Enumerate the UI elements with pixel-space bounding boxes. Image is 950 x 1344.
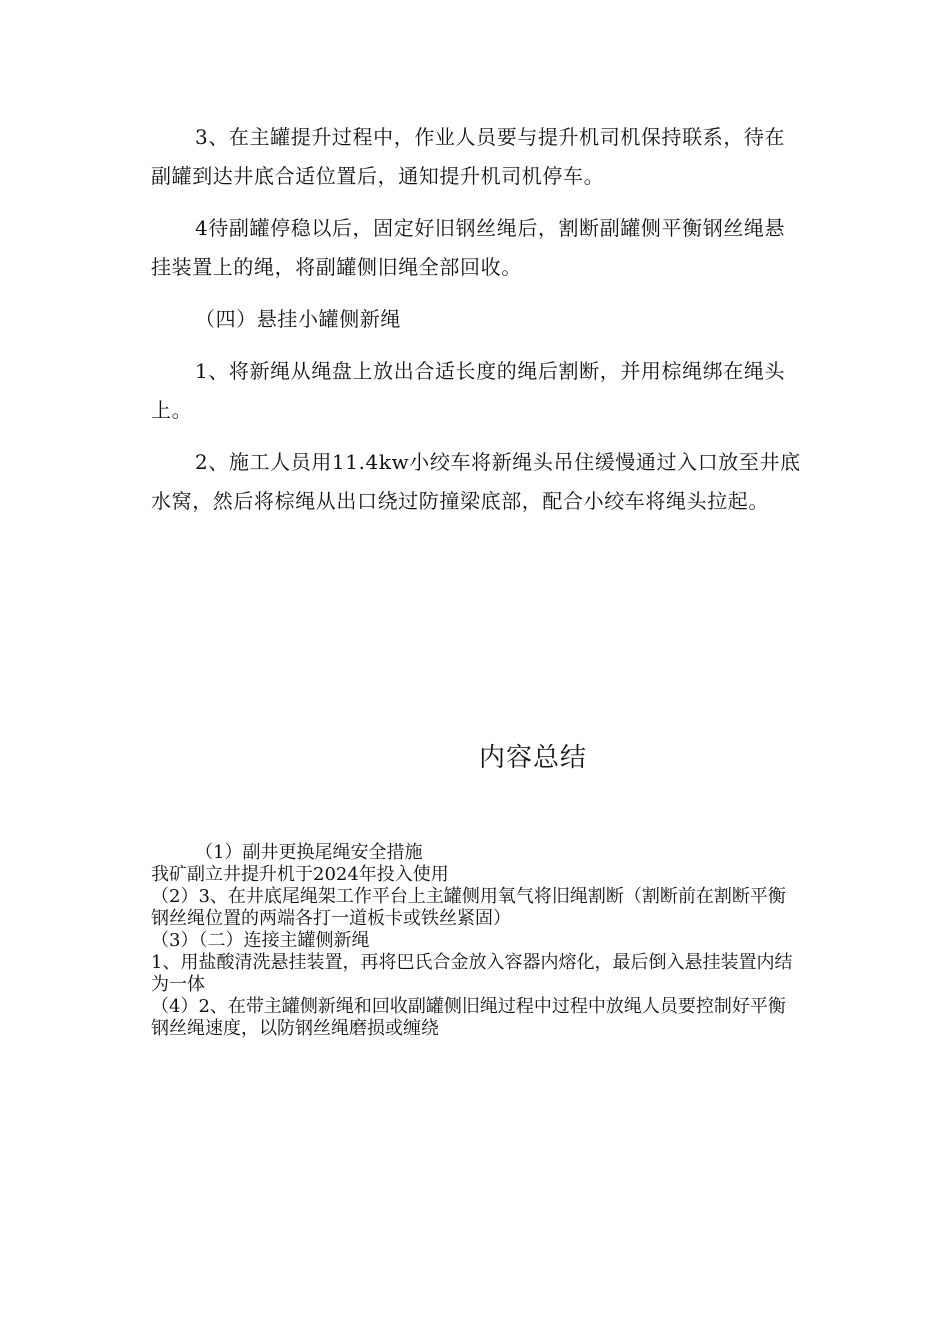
summary-line: （3）（二）连接主罐侧新绳 (151, 930, 370, 951)
summary-title: 内容总结 (478, 743, 587, 773)
summary-line: （1）副井更换尾绳安全措施 (195, 842, 423, 863)
body-paragraph: 1、将新绳从绳盘上放出合适长度的绳后割断，并用棕绳绑在绳头上。 (151, 359, 786, 422)
summary-line: 我矿副立井提升机于2024年投入使用 (151, 864, 449, 885)
summary-line: （4）2、在带主罐侧新绳和回收副罐侧旧绳过程中过程中放绳人员要控制好平衡钢丝绳速度，以防钢丝绳磨损或缠绕 (151, 996, 786, 1039)
body-paragraph: 2、施工人员用11.4kw小绞车将新绳头吊住缓慢通过入口放至井底水窝，然后将棕绳从出口绕过防撞梁底部，配合小绞车将绳头拉起。 (151, 450, 801, 513)
summary-line: 1、用盐酸清洗悬挂装置，再将巴氏合金放入容器内熔化，最后倒入悬挂装置内结为一体 (151, 952, 793, 995)
summary-section (151, 842, 801, 1040)
summary-line: （2）3、在井底尾绳架工作平台上主罐侧用氧气将旧绳割断（割断前在割断平衡钢丝绳位置的两端各打一道板卡或铁丝紧固） (151, 886, 786, 929)
body-paragraph: 3、在主罐提升过程中，作业人员要与提升机司机保持联系，待在副罐到达井底合适位置后，通知提升机司机停车。 (151, 125, 786, 188)
body-paragraph: 4待副罐停稳以后，固定好旧钢丝绳后，割断副罐侧平衡钢丝绳悬挂装置上的绳，将副罐侧旧绳全部回收。 (151, 216, 786, 279)
body-section (151, 118, 801, 534)
section-heading: （四）悬挂小罐侧新绳 (195, 307, 401, 331)
